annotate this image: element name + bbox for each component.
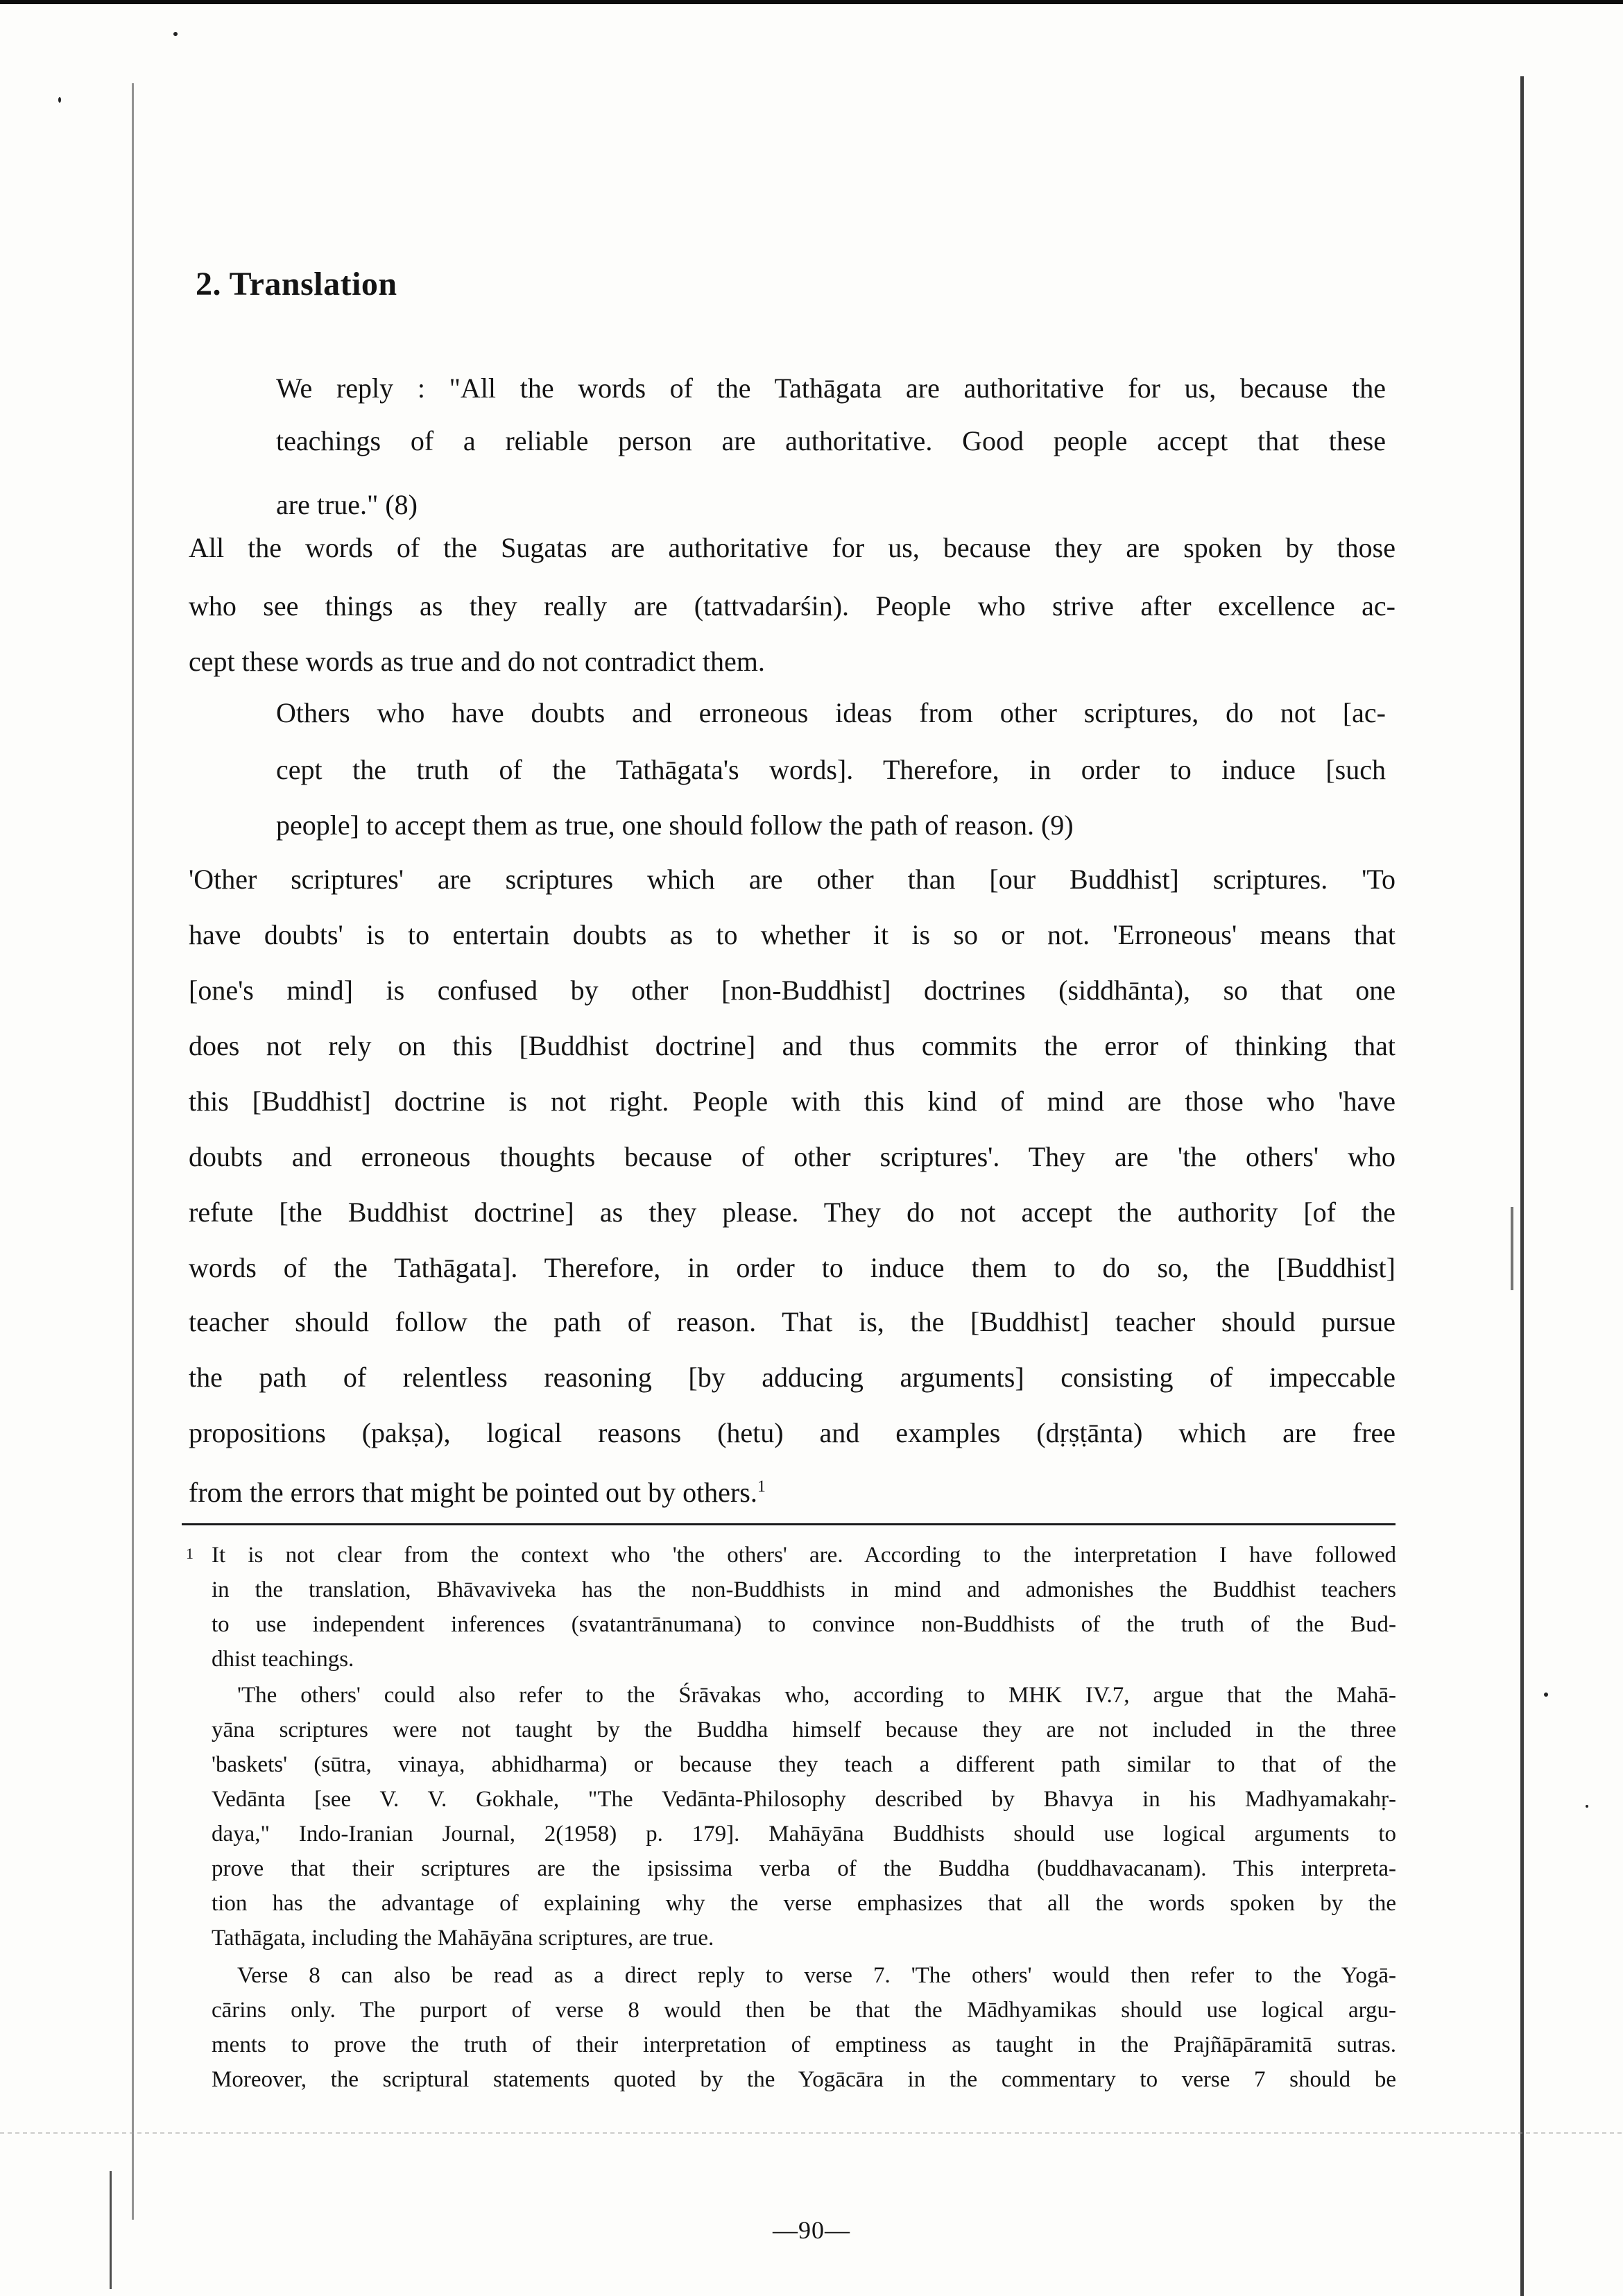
commentary-line: who see things as they really are (tattvadarśin). People who strive after excellence ac- (189, 590, 1396, 622)
scan-left-edge (132, 83, 134, 2220)
commentary-line: cept these words as true and do not contradict them. (189, 646, 765, 677)
verse-line: are true." (8) (276, 489, 418, 520)
footnote-line: cārins only. The purport of verse 8 would then be that the Mādhyamikas should use logical argu- (212, 1998, 1396, 2023)
footnote-line: 'baskets' (sūtra, vinaya, abhidharma) or because they teach a different path similar to that of the (212, 1752, 1396, 1777)
scan-right-edge (1520, 76, 1524, 2296)
footnote-line: It is not clear from the context who 'the others' are. According to the interpretation I have followed (212, 1543, 1396, 1568)
commentary-line: teacher should follow the path of reason. That is, the [Buddhist] teacher should pursue (189, 1306, 1396, 1337)
footnote-number: 1 (186, 1545, 194, 1562)
commentary-line: does not rely on this [Buddhist doctrine] and thus commits the error of thinking that (189, 1030, 1396, 1061)
commentary-line: have doubts' is to entertain doubts as to whether it is so or not. 'Erroneous' means that (189, 919, 1396, 950)
footnote-line: Moreover, the scriptural statements quoted by the Yogācāra in the commentary to verse 7 should be (212, 2067, 1396, 2092)
verse-line: teachings of a reliable person are authoritative. Good people accept that these (276, 425, 1386, 456)
verse-line: Others who have doubts and erroneous ideas from other scriptures, do not [ac- (276, 697, 1386, 728)
footnote-separator (182, 1523, 1396, 1525)
footnote-line: yāna scriptures were not taught by the Buddha himself because they are not included in the three (212, 1717, 1396, 1742)
footnote-line: to use independent inferences (svatantrānumana) to convince non-Buddhists of the truth of the Bud- (212, 1612, 1396, 1637)
footnote-line: tion has the advantage of explaining why the verse emphasizes that all the words spoken by the (212, 1891, 1396, 1916)
scan-top-border (0, 0, 1623, 4)
commentary-line: this [Buddhist] doctrine is not right. People with this kind of mind are those who 'have (189, 1086, 1396, 1117)
scan-speck (58, 97, 61, 103)
commentary-line: the path of relentless reasoning [by adducing arguments] consisting of impeccable (189, 1362, 1396, 1393)
footnote-line: in the translation, Bhāvaviveka has the non-Buddhists in mind and admonishes the Buddhist teachers (212, 1577, 1396, 1602)
footnote-line: 'The others' could also refer to the Śrāvakas who, according to MHK IV.7, argue that the Mahā- (237, 1683, 1396, 1708)
verse-line: We reply : "All the words of the Tathāgata are authoritative for us, because the (276, 372, 1386, 404)
commentary-line: refute [the Buddhist doctrine] as they please. They do not accept the authority [of the (189, 1197, 1396, 1228)
scan-left-edge-lower (110, 2171, 112, 2289)
commentary-line-last (189, 1476, 1396, 1509)
commentary-line: [one's mind] is confused by other [non-Buddhist] doctrines (siddhānta), so that one (189, 975, 1396, 1006)
footnote-line: prove that their scriptures are the ipsissima verba of the Buddha (buddhavacanam). This interpreta- (212, 1856, 1396, 1881)
commentary-line: propositions (pakṣa), logical reasons (hetu) and examples (dṛṣṭānta) which are free (189, 1417, 1396, 1448)
verse-line: people] to accept them as true, one should follow the path of reason. (9) (276, 809, 1074, 841)
footnote-line: ments to prove the truth of their interpretation of emptiness as taught in the Prajñāpāramitā sutras. (212, 2032, 1396, 2057)
footnote-line: Verse 8 can also be read as a direct reply to verse 7. 'The others' would then refer to the Yogā- (237, 1963, 1396, 1988)
commentary-line-text: from the errors that might be pointed out by others. (189, 1477, 757, 1508)
scan-noise-line (0, 2132, 1623, 2134)
page-number: —90— (773, 2216, 850, 2244)
footnote-line: dhist teachings. (212, 1647, 354, 1672)
verse-line: cept the truth of the Tathāgata's words]. Therefore, in order to induce [such (276, 754, 1386, 785)
scan-speck (173, 32, 178, 36)
footnote-line: Vedānta [see V. V. Gokhale, "The Vedānta-Philosophy described by Bhavya in his Madhyamakahṛ- (212, 1787, 1396, 1812)
footnote-reference[interactable]: 1 (757, 1477, 766, 1496)
scan-right-edge-mark (1511, 1207, 1513, 1290)
scan-speck (1586, 1805, 1588, 1808)
scan-speck (1544, 1693, 1548, 1697)
commentary-line: words of the Tathāgata]. Therefore, in order to induce them to do so, the [Buddhist] (189, 1252, 1396, 1283)
footnote-line: daya," Indo-Iranian Journal, 2(1958) p. 179]. Mahāyāna Buddhists should use logical arguments to (212, 1822, 1396, 1847)
commentary-line: 'Other scriptures' are scriptures which are other than [our Buddhist] scriptures. 'To (189, 864, 1396, 895)
commentary-line: All the words of the Sugatas are authoritative for us, because they are spoken by those (189, 532, 1396, 563)
footnote-line: Tathāgata, including the Mahāyāna scriptures, are true. (212, 1926, 714, 1951)
section-heading: 2. Translation (196, 266, 397, 302)
commentary-line: doubts and erroneous thoughts because of other scriptures'. They are 'the others' who (189, 1141, 1396, 1172)
